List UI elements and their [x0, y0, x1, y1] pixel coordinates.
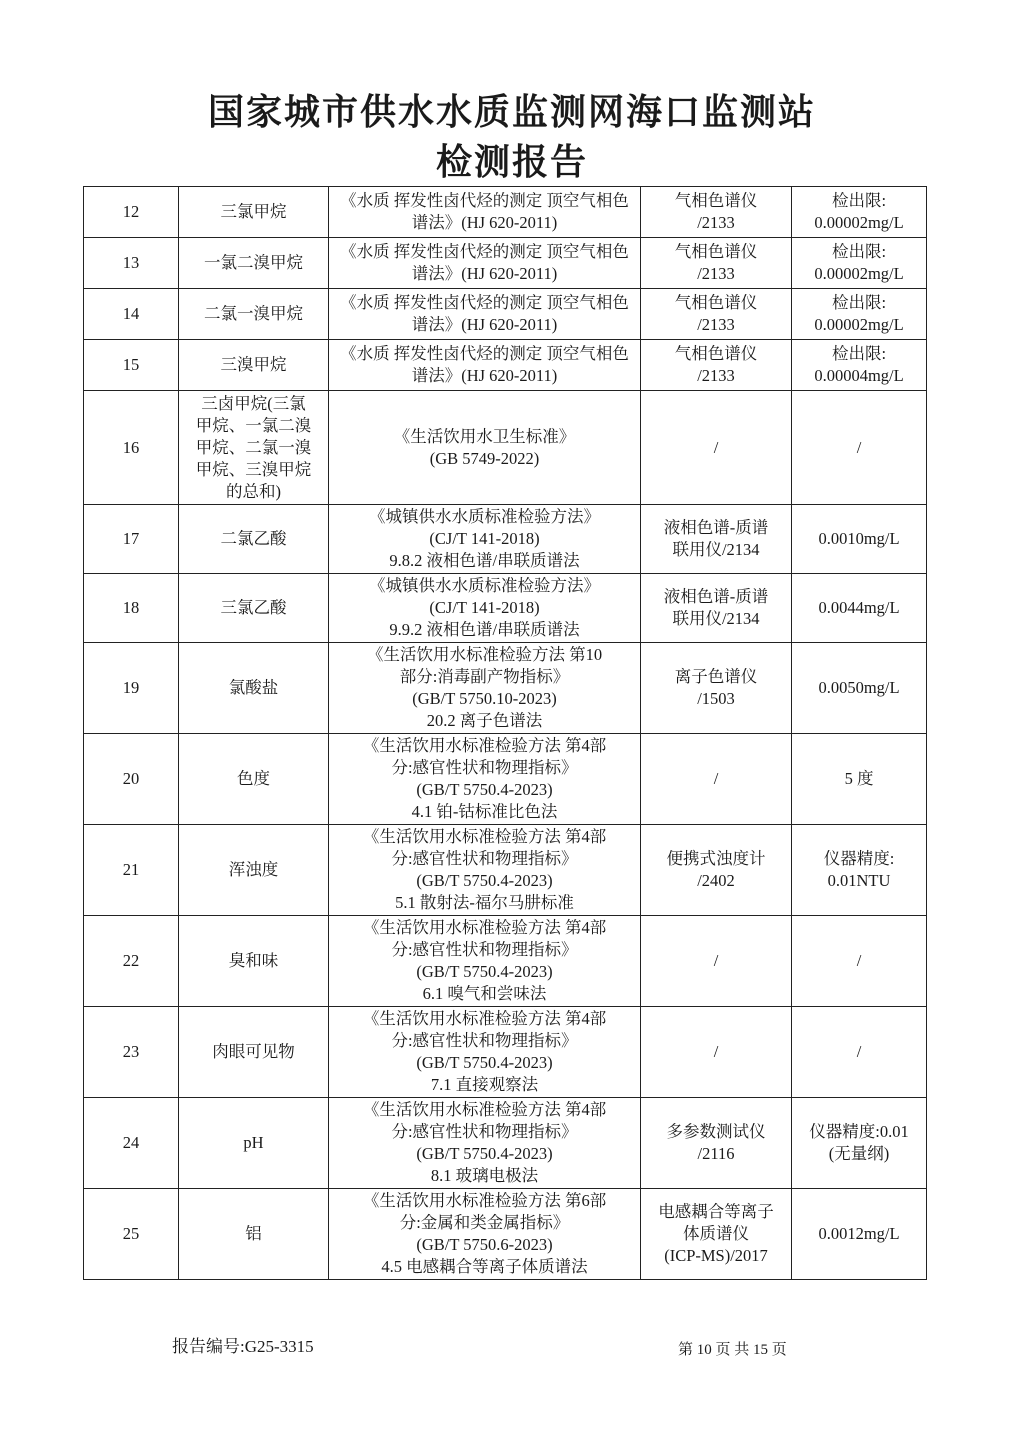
detection-limit: 检出限: 0.00004mg/L: [792, 340, 927, 391]
row-number: 22: [84, 916, 179, 1007]
detection-limit: 检出限: 0.00002mg/L: [792, 289, 927, 340]
instrument: 液相色谱-质谱 联用仪/2134: [641, 505, 792, 574]
row-number: 18: [84, 574, 179, 643]
test-item: 三溴甲烷: [179, 340, 329, 391]
detection-limit: 0.0050mg/L: [792, 643, 927, 734]
detection-limit: 仪器精度: 0.01NTU: [792, 825, 927, 916]
page-number: 第 10 页 共 15 页: [678, 1342, 787, 1358]
test-method: 《生活饮用水标准检验方法 第4部 分:感官性状和物理指标》 (GB/T 5750.4-2023) 7.1 直接观察法: [329, 1007, 641, 1098]
instrument: 离子色谱仪 /1503: [641, 643, 792, 734]
report-org-title: 国家城市供水水质监测网海口监测站: [207, 91, 816, 133]
table-row: [84, 1007, 927, 1098]
detection-limit: 5 度: [792, 734, 927, 825]
table-row: [84, 643, 927, 734]
detection-limit: /: [792, 391, 927, 505]
row-number: 14: [84, 289, 179, 340]
table-row: [84, 574, 927, 643]
instrument: 气相色谱仪 /2133: [641, 289, 792, 340]
detection-limit: 检出限: 0.00002mg/L: [792, 187, 927, 238]
instrument: /: [641, 1007, 792, 1098]
row-number: 17: [84, 505, 179, 574]
report-number: 报告编号:G25-3315: [172, 1337, 314, 1356]
table-row: [84, 505, 927, 574]
instrument: 气相色谱仪 /2133: [641, 340, 792, 391]
test-method: 《生活饮用水标准检验方法 第4部 分:感官性状和物理指标》 (GB/T 5750.4-2023) 6.1 嗅气和尝味法: [329, 916, 641, 1007]
detection-limit: 检出限: 0.00002mg/L: [792, 238, 927, 289]
test-item: 二氯一溴甲烷: [179, 289, 329, 340]
test-item: 臭和味: [179, 916, 329, 1007]
test-item: 一氯二溴甲烷: [179, 238, 329, 289]
row-number: 24: [84, 1098, 179, 1189]
report-title: 检测报告: [435, 141, 588, 183]
table-row: [84, 825, 927, 916]
instrument: /: [641, 391, 792, 505]
test-methods-table: [83, 186, 927, 1280]
table-row: [84, 238, 927, 289]
test-method: 《水质 挥发性卤代烃的测定 顶空气相色谱法》(HJ 620-2011): [329, 340, 641, 391]
table-row: [84, 1098, 927, 1189]
test-item: 三卤甲烷(三氯 甲烷、一氯二溴 甲烷、二氯一溴 甲烷、三溴甲烷 的总和): [179, 391, 329, 505]
test-method: 《生活饮用水标准检验方法 第6部 分:金属和类金属指标》 (GB/T 5750.6-2023) 4.5 电感耦合等离子体质谱法: [329, 1189, 641, 1280]
test-item: 三氯乙酸: [179, 574, 329, 643]
table-row: [84, 187, 927, 238]
table-row: [84, 391, 927, 505]
table-row: [84, 916, 927, 1007]
instrument: 气相色谱仪 /2133: [641, 238, 792, 289]
row-number: 23: [84, 1007, 179, 1098]
instrument: 便携式浊度计 /2402: [641, 825, 792, 916]
test-item: 色度: [179, 734, 329, 825]
row-number: 13: [84, 238, 179, 289]
instrument: /: [641, 734, 792, 825]
test-method: 《生活饮用水标准检验方法 第10 部分:消毒副产物指标》 (GB/T 5750.10-2023) 20.2 离子色谱法: [329, 643, 641, 734]
test-method: 《生活饮用水标准检验方法 第4部 分:感官性状和物理指标》 (GB/T 5750.4-2023) 4.1 铂-钴标准比色法: [329, 734, 641, 825]
test-method: 《水质 挥发性卤代烃的测定 顶空气相色谱法》(HJ 620-2011): [329, 289, 641, 340]
row-number: 25: [84, 1189, 179, 1280]
test-method: 《水质 挥发性卤代烃的测定 顶空气相色谱法》(HJ 620-2011): [329, 187, 641, 238]
test-item: 三氯甲烷: [179, 187, 329, 238]
test-method: 《城镇供水水质标准检验方法》 (CJ/T 141-2018) 9.8.2 液相色谱/串联质谱法: [329, 505, 641, 574]
test-item: 浑浊度: [179, 825, 329, 916]
test-method: 《生活饮用水标准检验方法 第4部 分:感官性状和物理指标》 (GB/T 5750.4-2023) 5.1 散射法-福尔马肼标准: [329, 825, 641, 916]
test-method: 《生活饮用水卫生标准》 (GB 5749-2022): [329, 391, 641, 505]
table-row: [84, 340, 927, 391]
detection-limit: 0.0012mg/L: [792, 1189, 927, 1280]
table-body: [84, 187, 927, 1280]
test-method: 《生活饮用水标准检验方法 第4部 分:感官性状和物理指标》 (GB/T 5750.4-2023) 8.1 玻璃电极法: [329, 1098, 641, 1189]
row-number: 16: [84, 391, 179, 505]
test-method: 《水质 挥发性卤代烃的测定 顶空气相色谱法》(HJ 620-2011): [329, 238, 641, 289]
table-row: [84, 734, 927, 825]
table-row: [84, 289, 927, 340]
instrument: 电感耦合等离子 体质谱仪 (ICP-MS)/2017: [641, 1189, 792, 1280]
table-row: [84, 1189, 927, 1280]
row-number: 21: [84, 825, 179, 916]
row-number: 19: [84, 643, 179, 734]
test-item: 氯酸盐: [179, 643, 329, 734]
test-item: 二氯乙酸: [179, 505, 329, 574]
test-item: 肉眼可见物: [179, 1007, 329, 1098]
instrument: 多参数测试仪 /2116: [641, 1098, 792, 1189]
test-item: 铝: [179, 1189, 329, 1280]
instrument: 液相色谱-质谱 联用仪/2134: [641, 574, 792, 643]
test-method: 《城镇供水水质标准检验方法》 (CJ/T 141-2018) 9.9.2 液相色谱/串联质谱法: [329, 574, 641, 643]
instrument: 气相色谱仪 /2133: [641, 187, 792, 238]
row-number: 12: [84, 187, 179, 238]
detection-limit: 仪器精度:0.01 (无量纲): [792, 1098, 927, 1189]
row-number: 20: [84, 734, 179, 825]
detection-limit: 0.0044mg/L: [792, 574, 927, 643]
row-number: 15: [84, 340, 179, 391]
detection-limit: /: [792, 1007, 927, 1098]
detection-limit: /: [792, 916, 927, 1007]
instrument: /: [641, 916, 792, 1007]
detection-limit: 0.0010mg/L: [792, 505, 927, 574]
test-item: pH: [179, 1098, 329, 1189]
